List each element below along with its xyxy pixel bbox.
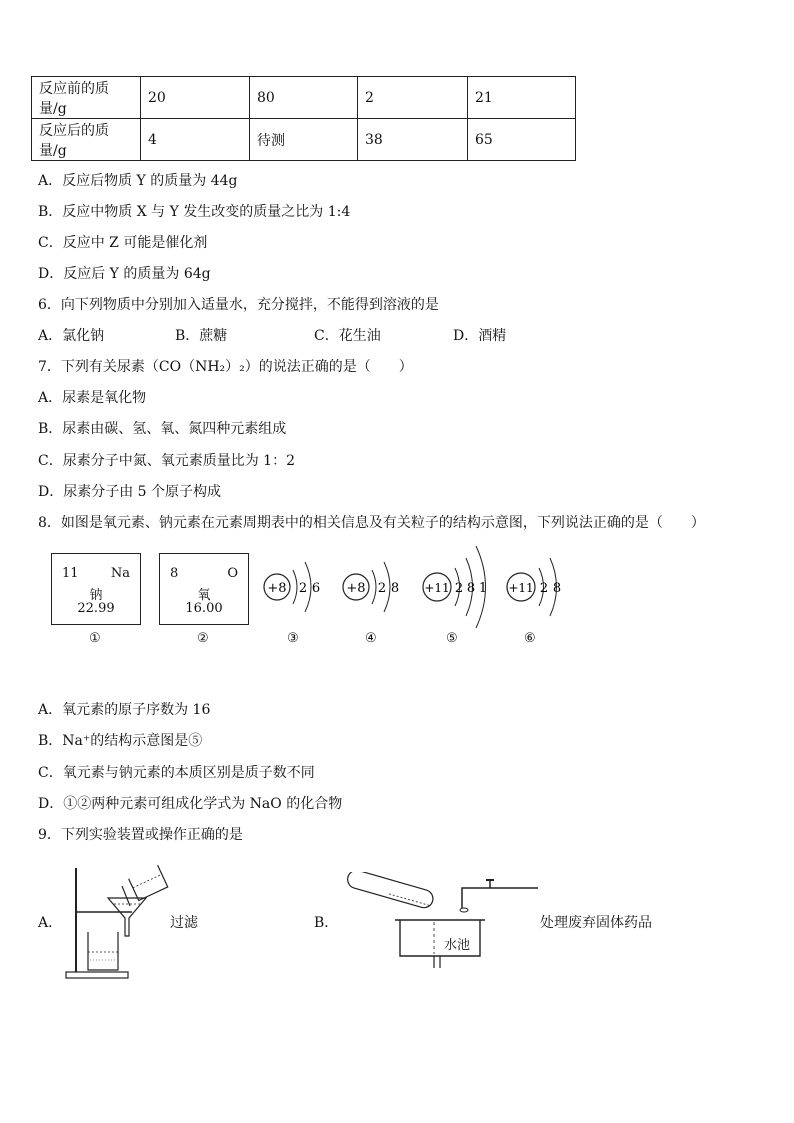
shell-electrons: 2 <box>539 581 549 596</box>
q6-option-a: A．氯化钠 <box>38 328 105 344</box>
shell-electrons: 2 <box>377 581 387 596</box>
q6-stem: 6．向下列物质中分别加入适量水，充分搅拌，不能得到溶液的是 <box>38 297 439 313</box>
nucleus-charge: +11 <box>424 581 450 595</box>
q9-option-b-text: 处理废弃固体药品 <box>540 915 652 931</box>
q7-option-b: B．尿素由碳、氢、氧、氮四种元素组成 <box>38 421 287 437</box>
q7-option-c: C．尿素分子中氮、氧元素质量比为 1：2 <box>38 453 295 469</box>
atom-structure-3 <box>264 562 320 612</box>
q9-stem: 9．下列实验装置或操作正确的是 <box>38 827 243 843</box>
table-cell: 待测 <box>250 119 358 161</box>
q8-option-b: B．Na⁺的结构示意图是⑤ <box>38 733 203 749</box>
atomic-mass: 22.99 <box>77 601 115 616</box>
atom-structure-6 <box>507 558 561 616</box>
element-name: 氧 <box>197 588 211 603</box>
table-cell: 反应前的质量/g <box>32 77 141 119</box>
shell-electrons: 6 <box>311 581 321 596</box>
sink-disposal-illustration <box>340 872 544 970</box>
periodic-cell-sodium <box>51 553 141 625</box>
element-symbol: O <box>227 566 238 581</box>
atomic-number: 8 <box>170 566 179 581</box>
periodic-cell-oxygen <box>159 553 249 625</box>
q6-option-d: D．酒精 <box>453 328 507 344</box>
filtration-apparatus-illustration <box>62 860 172 982</box>
table-cell: 21 <box>468 77 576 119</box>
q8-option-a: A．氧元素的原子序数为 16 <box>38 702 211 718</box>
q9-option-a-label: A． <box>38 915 63 931</box>
shell-electrons: 1 <box>478 581 488 596</box>
shell-electrons: 8 <box>552 581 562 596</box>
nucleus-charge: +8 <box>346 581 366 596</box>
atom-diagrams <box>255 540 575 630</box>
table-row <box>32 77 576 119</box>
table-row <box>32 119 576 161</box>
q9-option-b-label: B． <box>314 915 339 931</box>
q8-stem: 8．如图是氧元素、钠元素在元素周期表中的相关信息及有关粒子的结构示意图，下列说法正确的是（ ） <box>38 515 705 531</box>
table-cell: 38 <box>358 119 468 161</box>
element-name: 钠 <box>89 588 103 603</box>
table-cell: 反应后的质量/g <box>32 119 141 161</box>
q5-option-a: A．反应后物质 Y 的质量为 44g <box>38 173 238 189</box>
table-cell: 20 <box>141 77 250 119</box>
q5-option-c: C．反应中 Z 可能是催化剂 <box>38 235 208 251</box>
nucleus-charge: +8 <box>267 581 287 596</box>
figure-label-5: ⑤ <box>446 631 458 646</box>
table-cell: 2 <box>358 77 468 119</box>
shell-electrons: 8 <box>390 581 400 596</box>
shell-electrons: 8 <box>466 581 476 596</box>
q6-option-b: B．蔗糖 <box>175 328 228 344</box>
figure-label-3: ③ <box>287 631 299 646</box>
q8-option-c: C．氧元素与钠元素的本质区别是质子数不同 <box>38 765 315 781</box>
mass-table <box>31 76 576 161</box>
q9-option-a-text: 过滤 <box>170 915 198 931</box>
atomic-number: 11 <box>62 566 79 581</box>
q5-option-d: D．反应后 Y 的质量为 64g <box>38 266 211 282</box>
shell-electrons: 2 <box>298 581 308 596</box>
atom-structure-4 <box>343 562 399 612</box>
atomic-mass: 16.00 <box>185 601 223 616</box>
figure-label-6: ⑥ <box>524 631 536 646</box>
element-symbol: Na <box>110 566 130 581</box>
nucleus-charge: +11 <box>508 581 534 595</box>
q7-option-a: A．尿素是氧化物 <box>38 390 147 406</box>
shell-electrons: 2 <box>454 581 464 596</box>
q5-option-b: B．反应中物质 X 与 Y 发生改变的质量之比为 1:4 <box>38 204 351 220</box>
figure-label-1: ① <box>89 631 101 646</box>
sink-label: 水池 <box>444 938 471 953</box>
table-cell: 4 <box>141 119 250 161</box>
q6-option-c: C．花生油 <box>314 328 381 344</box>
table-cell: 65 <box>468 119 576 161</box>
q7-option-d: D．尿素分子由 5 个原子构成 <box>38 484 222 500</box>
atom-structure-5 <box>423 546 487 628</box>
table-cell: 80 <box>250 77 358 119</box>
figure-label-4: ④ <box>365 631 377 646</box>
q8-option-d: D．①②两种元素可组成化学式为 NaO 的化合物 <box>38 796 343 812</box>
q7-stem: 7．下列有关尿素（CO（NH₂）₂）的说法正确的是（ ） <box>38 359 413 375</box>
figure-label-2: ② <box>197 631 209 646</box>
